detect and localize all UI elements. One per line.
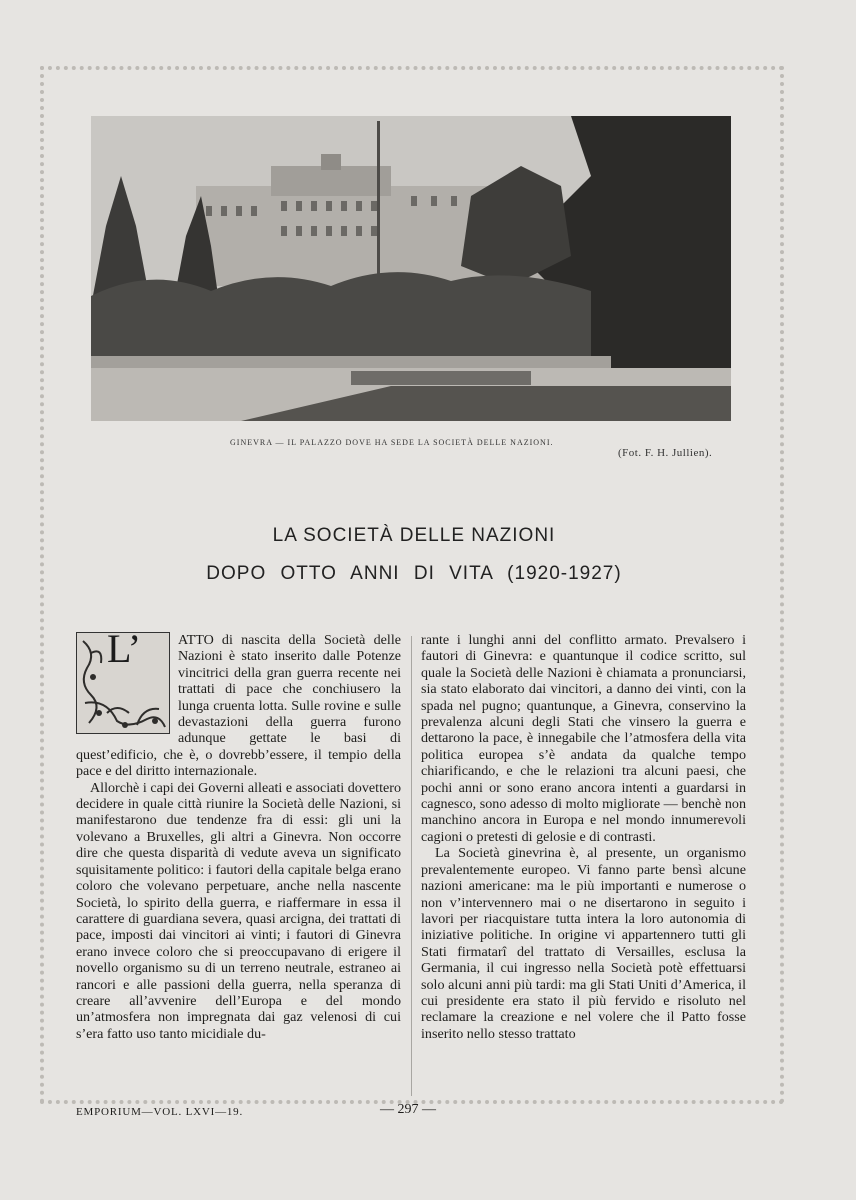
photo-credit: (Fot. F. H. Jullien). — [618, 447, 713, 459]
text-column-left — [76, 626, 401, 1042]
page-number: — 297 — — [380, 1102, 436, 1117]
ornamental-initial — [76, 626, 170, 734]
text-column-right — [421, 632, 746, 1042]
photograph-palace — [91, 116, 731, 421]
journal-reference: EMPORIUM—VOL. LXVI—19. — [76, 1106, 244, 1118]
photo-caption: GINEVRA — IL PALAZZO DOVE HA SEDE LA SOCIETÀ DELLE NAZIONI. — [230, 438, 554, 447]
article-subtitle: DOPO OTTO ANNI DI VITA (1920-1927) — [206, 563, 622, 584]
paragraph: ATTO di nascita della Società delle Nazioni è stato inserito dalle Potenze vincitrici della gran guerra recente nei trattati di pace che conchiusero la lunga cruenta lotta. Sulle rovine e sulle devastazioni della guerra furono adunque gettate le basi di quest’edificio, che è, o dovrebb’essere, il tempio della pace e del diritto internazionale. — [76, 632, 401, 780]
paragraph: La Società ginevrina è, al presente, un organismo prevalentemente europeo. Vi fanno parte bensì alcune nazioni americane: ma le più importanti e numerose o non v’intervennero mai o ne disertarono in seguito i lavori per riacquistare tutta intera la loro autonomia di iniziative politiche. In origine vi appartennero tutti gli Stati firmatarî del trattato di Versailles, esclusa la Germania, il cui ingresso nella Società potè effettuarsi solo alcuni anni più tardi: ma gli Stati Uniti d’America, il cui presidente era stato il più fervido e risoluto nel reclamare la creazione e nel volere che il Patto fosse inserito nello stesso trattato — [421, 845, 746, 1042]
paragraph: Allorchè i capi dei Governi alleati e associati dovettero decidere in quale città riunire la Società delle Nazioni, si manifestarono due tendenze fra di essi: gli uni la volevano a Bruxelles, gli altri a Ginevra. Non occorre dire che questa disparità di vedute aveva un significato squisitamente politico: i fautori della capitale belga erano coloro che volevano perpetuare, anche nella nascente Società, lo spirito della guerra, e riaffermare in essa il carattere di guardiana severa, quasi arcigna, dei trattati di pace, imposti dai vincitori ai vinti; i fautori di Ginevra erano invece coloro che si preoccupavano di erigere il novello organismo su di un terreno neutrale, estraneo ai rancori e alle passioni della guerra, nella speranza di creare all’avvenire dell’Europa e del mondo un’atmosfera non impregnata dai gaz velenosi di cui s’era fatto uso tanto micidiale du- — [76, 779, 401, 1042]
article-title: LA SOCIETÀ DELLE NAZIONI — [272, 525, 556, 546]
initial-letter: L’ — [106, 626, 142, 671]
column-divider — [411, 636, 412, 1096]
paragraph: rante i lunghi anni del conflitto armato. Prevalsero i fautori di Ginevra: e quantunque il codice scritto, sul quale la Società delle Nazioni è chiamata a pronunciarsi, sia stato elaborato dai vincitori, a danno dei vinti, con la spada nel pugno; quantunque, a Ginevra, conservino la prevalenza alcuni degli Stati che vinsero la guerra e dettarono la pace, è innegabile che l’atmosfera della vita politica europea s’è andata da qualche tempo chiarificando, e che le relazioni tra alcuni paesi, che pochi anni or sono erano ancora intenti a guardarsi in cagnesco, sono adesso di molto migliorate — benchè non manchino ancora in Europa e nel mondo innumerevoli cagioni o pretesti di gelosie e di contrasti. — [421, 632, 746, 845]
